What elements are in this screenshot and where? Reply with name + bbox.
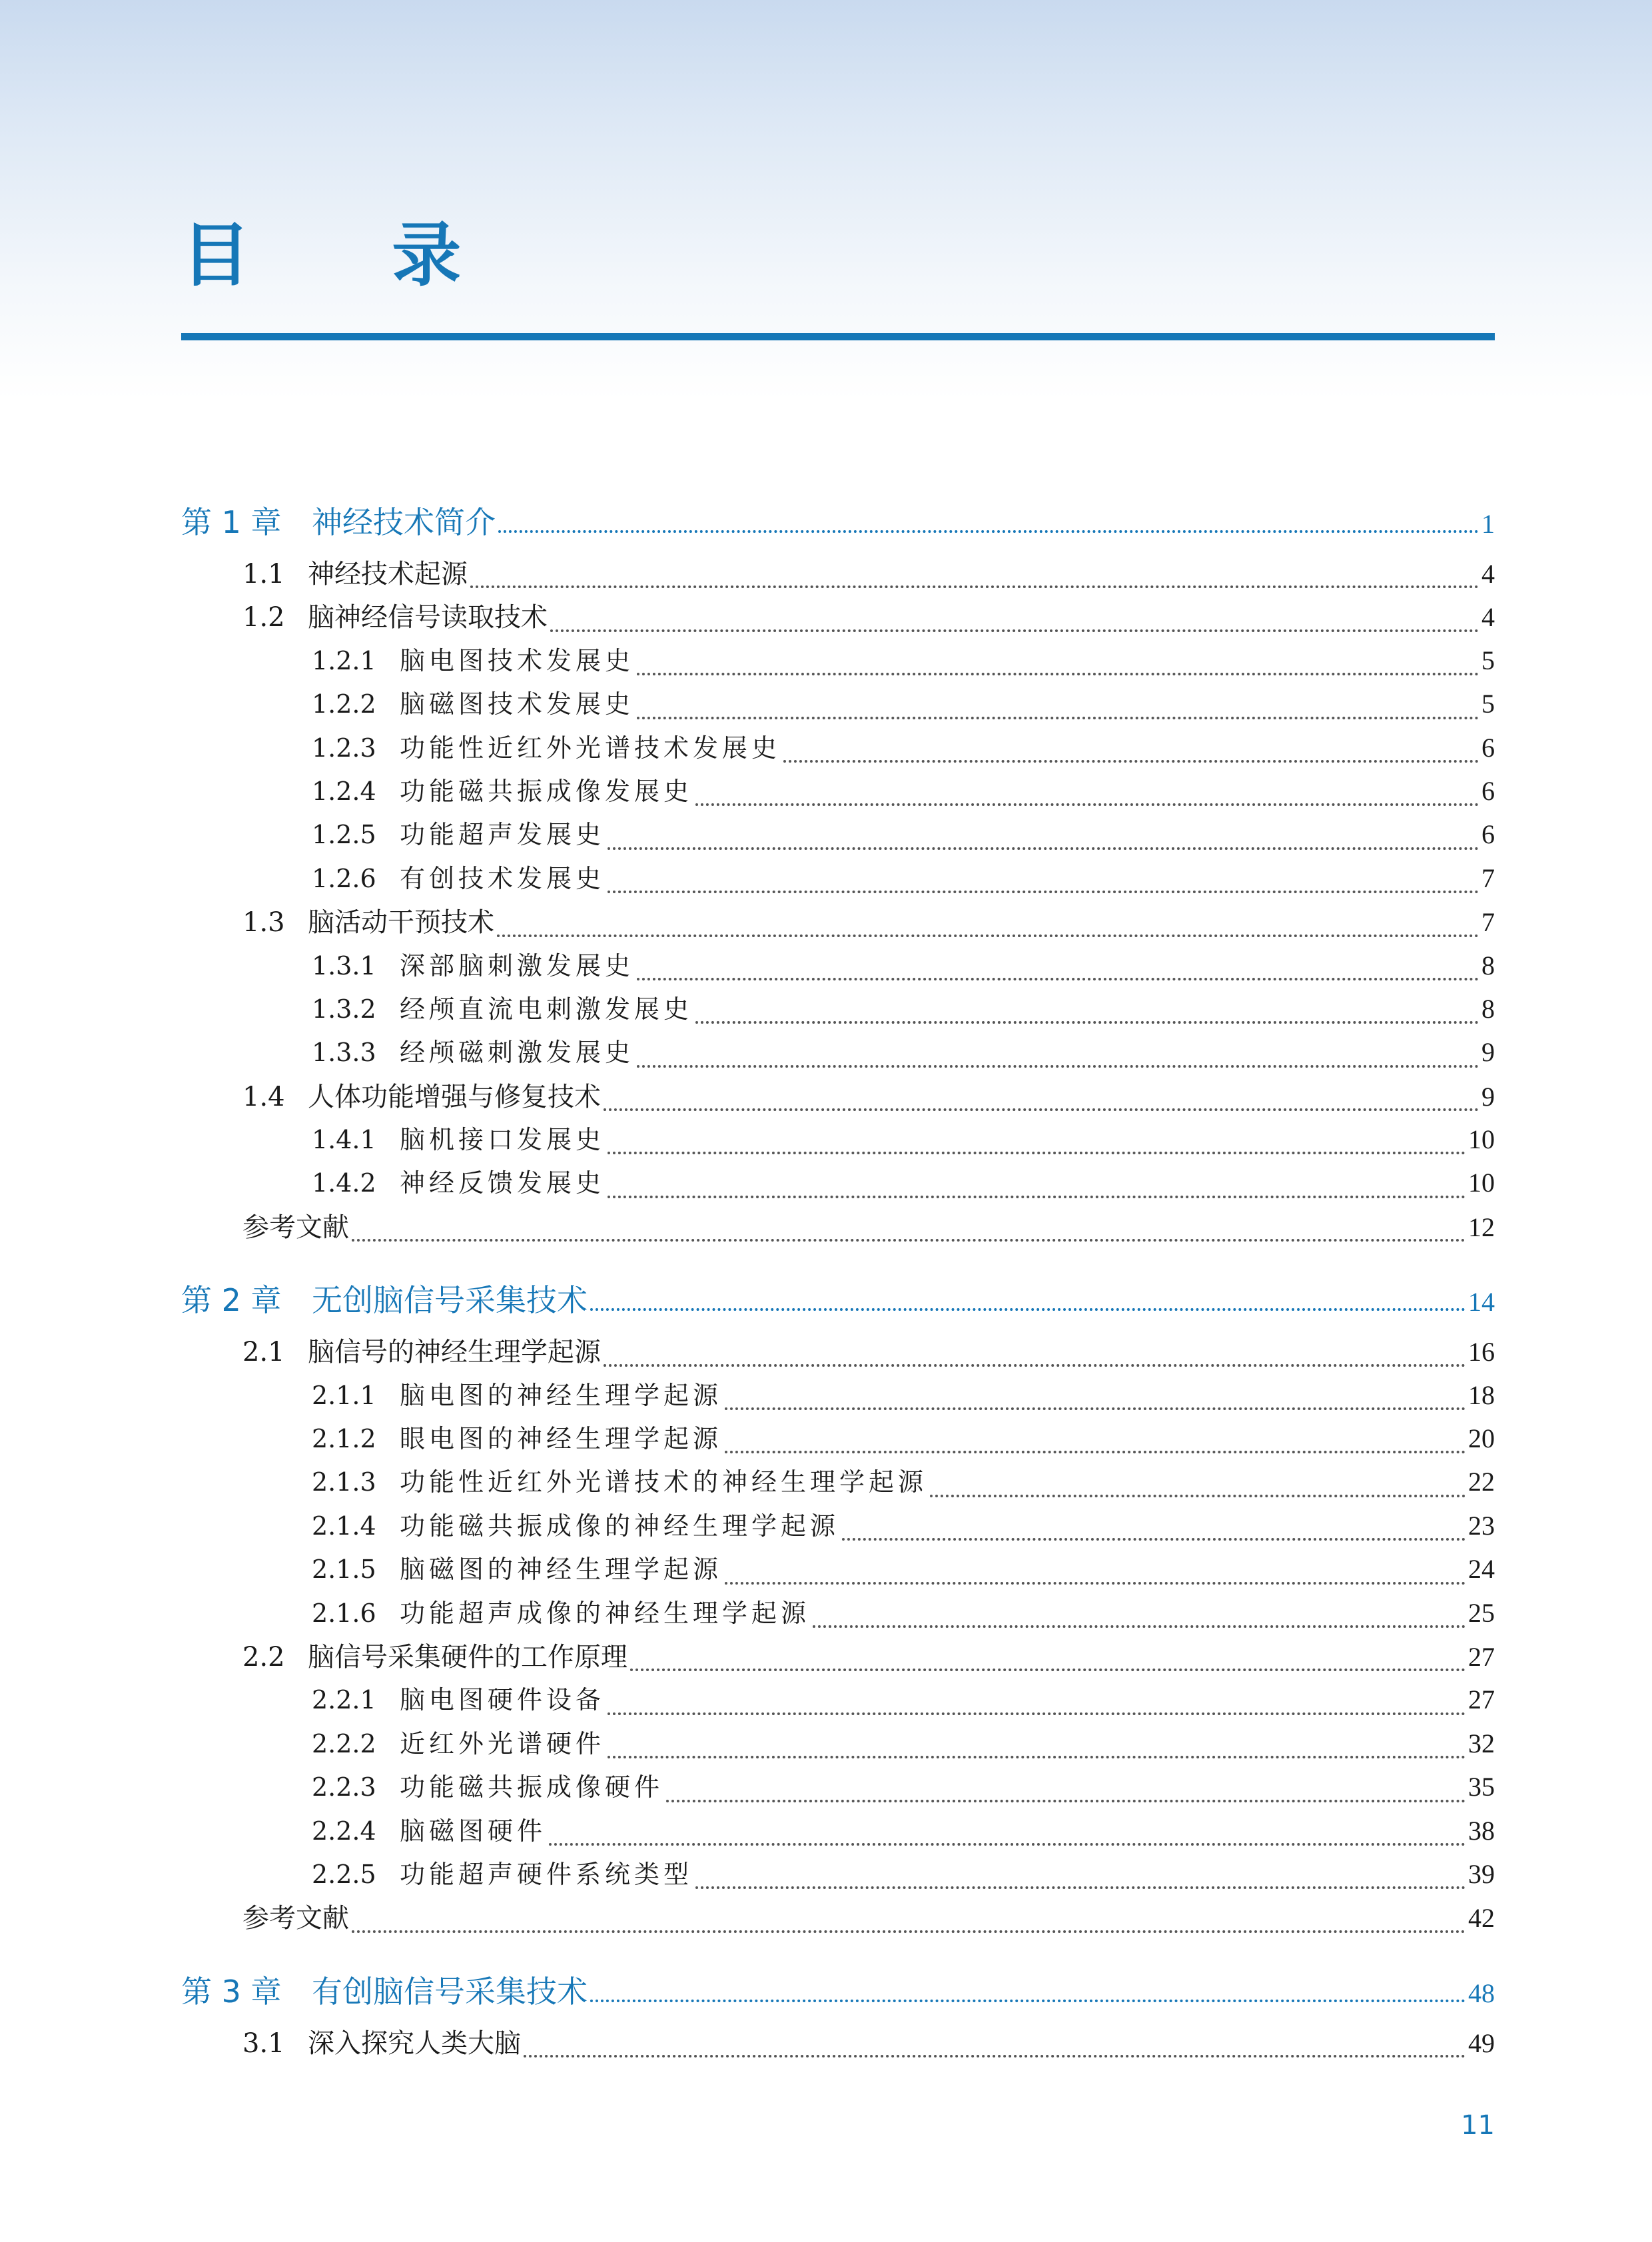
entry-number: 第 3 章 — [181, 1973, 282, 2010]
subsection-entry[interactable] — [181, 1549, 1495, 1592]
dot-leader — [637, 1065, 1479, 1068]
entry-number: 1.2 — [242, 602, 285, 633]
entry-page-number: 6 — [1481, 775, 1495, 806]
entry-number: 第 1 章 — [181, 504, 282, 540]
dot-leader — [550, 629, 1479, 632]
dot-leader — [842, 1538, 1465, 1541]
entry-page-number: 23 — [1468, 1510, 1495, 1541]
entry-title: 脑神经信号读取技术 — [308, 602, 548, 633]
dot-leader — [352, 1239, 1465, 1242]
entry-number: 1.2.1 — [312, 645, 376, 675]
dot-leader — [590, 1308, 1465, 1311]
entry-number: 1.4 — [242, 1081, 285, 1112]
subsection-entry[interactable] — [181, 1854, 1495, 1897]
entry-title: 脑信号采集硬件的工作原理 — [308, 1641, 627, 1673]
dot-leader — [783, 760, 1479, 763]
entry-page-number: 6 — [1481, 819, 1495, 850]
entry-page-number: 7 — [1481, 907, 1495, 938]
entry-title: 脑机接口发展史 — [400, 1125, 606, 1155]
dot-leader — [352, 1930, 1465, 1933]
entry-number: 1.3 — [242, 907, 285, 938]
subsection-entry[interactable] — [181, 771, 1495, 814]
dot-leader — [549, 1843, 1465, 1846]
dot-leader — [498, 530, 1479, 533]
entry-page-number: 9 — [1481, 1081, 1495, 1112]
page-title: 目 录 — [181, 214, 520, 296]
entry-number: 1.3.3 — [312, 1038, 376, 1068]
dot-leader — [725, 1582, 1465, 1585]
section-entry[interactable] — [181, 1076, 1495, 1119]
subsection-entry[interactable] — [181, 1766, 1495, 1810]
entry-title: 脑磁图技术发展史 — [400, 689, 635, 719]
dot-leader — [608, 1712, 1465, 1715]
entry-page-number: 10 — [1468, 1124, 1495, 1155]
entry-page-number: 9 — [1481, 1037, 1495, 1068]
section-entry[interactable] — [181, 1331, 1495, 1374]
dot-leader — [630, 1669, 1465, 1671]
entry-number: 2.1.6 — [312, 1598, 376, 1628]
subsection-entry[interactable] — [181, 988, 1495, 1032]
section-entry[interactable] — [181, 553, 1495, 596]
entry-page-number: 35 — [1468, 1772, 1495, 1802]
dot-leader — [695, 1886, 1465, 1889]
entry-number: 3.1 — [242, 2028, 285, 2059]
entry-title: 脑信号的神经生理学起源 — [308, 1337, 601, 1368]
entry-title: 有创脑信号采集技术 — [312, 1973, 588, 2010]
entry-page-number: 32 — [1468, 1728, 1495, 1758]
entry-page-number: 18 — [1468, 1379, 1495, 1410]
entry-title: 眼电图的神经生理学起源 — [400, 1424, 723, 1454]
entry-number: 第 2 章 — [181, 1282, 282, 1319]
entry-title: 神经技术起源 — [308, 559, 468, 589]
subsection-entry[interactable] — [181, 1418, 1495, 1461]
entry-page-number: 38 — [1468, 1815, 1495, 1846]
entry-title: 脑磁图的神经生理学起源 — [400, 1555, 723, 1585]
entry-page-number: 27 — [1468, 1684, 1495, 1715]
subsection-entry[interactable] — [181, 727, 1495, 771]
section-entry[interactable] — [181, 1636, 1495, 1679]
entry-title: 脑电图的神经生理学起源 — [400, 1380, 723, 1410]
subsection-entry[interactable] — [181, 945, 1495, 988]
table-of-contents — [181, 498, 1495, 2065]
entry-title: 脑磁图硬件 — [400, 1816, 547, 1846]
entry-title: 功能磁共振成像的神经生理学起源 — [400, 1511, 840, 1541]
subsection-entry[interactable] — [181, 1119, 1495, 1162]
entry-title: 深入探究人类大脑 — [308, 2028, 521, 2059]
entry-title: 脑活动干预技术 — [308, 907, 494, 938]
subsection-entry[interactable] — [181, 640, 1495, 683]
entry-page-number: 25 — [1468, 1597, 1495, 1628]
entry-page-number: 8 — [1481, 993, 1495, 1024]
subsection-entry[interactable] — [181, 1032, 1495, 1075]
entry-title: 参考文献 — [242, 1903, 349, 1934]
subsection-entry[interactable] — [181, 1810, 1495, 1854]
entry-title: 有创技术发展史 — [400, 863, 606, 893]
chapter-entry[interactable] — [181, 498, 1495, 541]
entry-page-number: 48 — [1468, 1978, 1495, 2008]
entry-number: 1.2.5 — [312, 820, 376, 850]
dot-leader — [608, 1196, 1465, 1198]
entry-number: 2.1.5 — [312, 1555, 376, 1585]
entry-title: 功能超声发展史 — [400, 820, 606, 850]
entry-number: 2.1.1 — [312, 1380, 376, 1410]
entry-page-number: 22 — [1468, 1467, 1495, 1497]
entry-page-number: 24 — [1468, 1554, 1495, 1585]
entry-page-number: 20 — [1468, 1423, 1495, 1454]
entry-title: 经颅磁刺激发展史 — [400, 1038, 635, 1068]
dot-leader — [930, 1495, 1465, 1497]
dot-leader — [637, 673, 1479, 675]
entry-page-number: 49 — [1468, 2028, 1495, 2058]
entry-number: 1.1 — [242, 559, 285, 589]
entry-number: 2.2.2 — [312, 1728, 376, 1758]
section-entry[interactable] — [181, 1897, 1495, 1940]
entry-number: 1.4.2 — [312, 1168, 376, 1198]
entry-page-number: 4 — [1481, 602, 1495, 633]
subsection-entry[interactable] — [181, 1505, 1495, 1549]
dot-leader — [637, 978, 1479, 980]
entry-page-number: 14 — [1468, 1287, 1495, 1317]
entry-title: 深部脑刺激发展史 — [400, 950, 635, 980]
entry-number: 2.1 — [242, 1337, 285, 1368]
subsection-entry[interactable] — [181, 1461, 1495, 1505]
entry-number: 2.1.3 — [312, 1467, 376, 1497]
entry-title: 无创脑信号采集技术 — [312, 1282, 588, 1319]
entry-page-number: 16 — [1468, 1337, 1495, 1367]
entry-number: 2.2.3 — [312, 1772, 376, 1802]
dot-leader — [604, 1108, 1479, 1111]
dot-leader — [666, 1800, 1465, 1802]
dot-leader — [608, 1756, 1465, 1758]
subsection-entry[interactable] — [181, 1679, 1495, 1722]
entry-page-number: 27 — [1468, 1641, 1495, 1672]
section-entry[interactable] — [181, 901, 1495, 944]
entry-number: 1.3.1 — [312, 950, 376, 980]
entry-title: 功能磁共振成像发展史 — [400, 776, 693, 806]
dot-leader — [590, 2000, 1465, 2002]
dot-leader — [695, 1021, 1479, 1024]
subsection-entry[interactable] — [181, 1723, 1495, 1766]
entry-number: 1.2.6 — [312, 863, 376, 893]
entry-title: 近红外光谱硬件 — [400, 1728, 606, 1758]
title-rule — [181, 333, 1495, 340]
entry-number: 2.1.2 — [312, 1424, 376, 1454]
entry-title: 功能磁共振成像硬件 — [400, 1772, 664, 1802]
entry-title: 神经技术简介 — [312, 504, 496, 540]
dot-leader — [813, 1625, 1465, 1628]
entry-title: 功能性近红外光谱技术的神经生理学起源 — [400, 1467, 928, 1497]
dot-leader — [604, 1364, 1465, 1367]
section-entry[interactable] — [181, 1206, 1495, 1250]
section-entry[interactable] — [181, 596, 1495, 639]
chapter-entry[interactable] — [181, 1276, 1495, 1319]
entry-page-number: 5 — [1481, 689, 1495, 719]
dot-leader — [695, 803, 1479, 806]
entry-title: 人体功能增强与修复技术 — [308, 1081, 601, 1112]
entry-page-number: 7 — [1481, 863, 1495, 893]
subsection-entry[interactable] — [181, 814, 1495, 857]
section-entry[interactable] — [181, 2022, 1495, 2065]
entry-page-number: 10 — [1468, 1168, 1495, 1198]
entry-number: 2.2.1 — [312, 1685, 376, 1715]
subsection-entry[interactable] — [181, 858, 1495, 901]
entry-page-number: 39 — [1468, 1858, 1495, 1889]
entry-title: 参考文献 — [242, 1212, 349, 1243]
entry-title: 功能超声成像的神经生理学起源 — [400, 1598, 811, 1628]
entry-page-number: 6 — [1481, 732, 1495, 763]
entry-number: 2.2.5 — [312, 1859, 376, 1889]
dot-leader — [608, 891, 1479, 893]
subsection-entry[interactable] — [181, 683, 1495, 727]
entry-number: 1.4.1 — [312, 1125, 376, 1155]
entry-page-number: 42 — [1468, 1903, 1495, 1934]
subsection-entry[interactable] — [181, 1593, 1495, 1636]
dot-leader — [608, 847, 1479, 850]
dot-leader — [608, 1152, 1465, 1154]
entry-number: 1.2.4 — [312, 776, 376, 806]
entry-title: 脑电图技术发展史 — [400, 645, 635, 675]
entry-number: 1.3.2 — [312, 994, 376, 1024]
entry-title: 功能超声硬件系统类型 — [400, 1859, 693, 1889]
entry-title: 脑电图硬件设备 — [400, 1685, 606, 1715]
dot-leader — [470, 585, 1479, 588]
entry-number: 2.2.4 — [312, 1816, 376, 1846]
entry-page-number: 12 — [1468, 1212, 1495, 1242]
entry-page-number: 5 — [1481, 645, 1495, 675]
chapter-entry[interactable] — [181, 1968, 1495, 2010]
dot-leader — [497, 934, 1479, 937]
dot-leader — [524, 2055, 1465, 2057]
entry-number: 1.2.2 — [312, 689, 376, 719]
entry-title: 功能性近红外光谱技术发展史 — [400, 733, 781, 763]
entry-number: 2.2 — [242, 1641, 285, 1673]
entry-number: 1.2.3 — [312, 733, 376, 763]
dot-leader — [725, 1451, 1465, 1453]
entry-title: 经颅直流电刺激发展史 — [400, 994, 693, 1024]
entry-title: 神经反馈发展史 — [400, 1168, 606, 1198]
subsection-entry[interactable] — [181, 1162, 1495, 1206]
entry-page-number: 4 — [1481, 559, 1495, 589]
subsection-entry[interactable] — [181, 1375, 1495, 1418]
entry-page-number: 8 — [1481, 950, 1495, 980]
entry-page-number: 1 — [1481, 509, 1495, 539]
page-number: 11 — [1461, 2110, 1495, 2141]
entry-number: 2.1.4 — [312, 1511, 376, 1541]
dot-leader — [725, 1407, 1465, 1410]
dot-leader — [637, 717, 1479, 719]
